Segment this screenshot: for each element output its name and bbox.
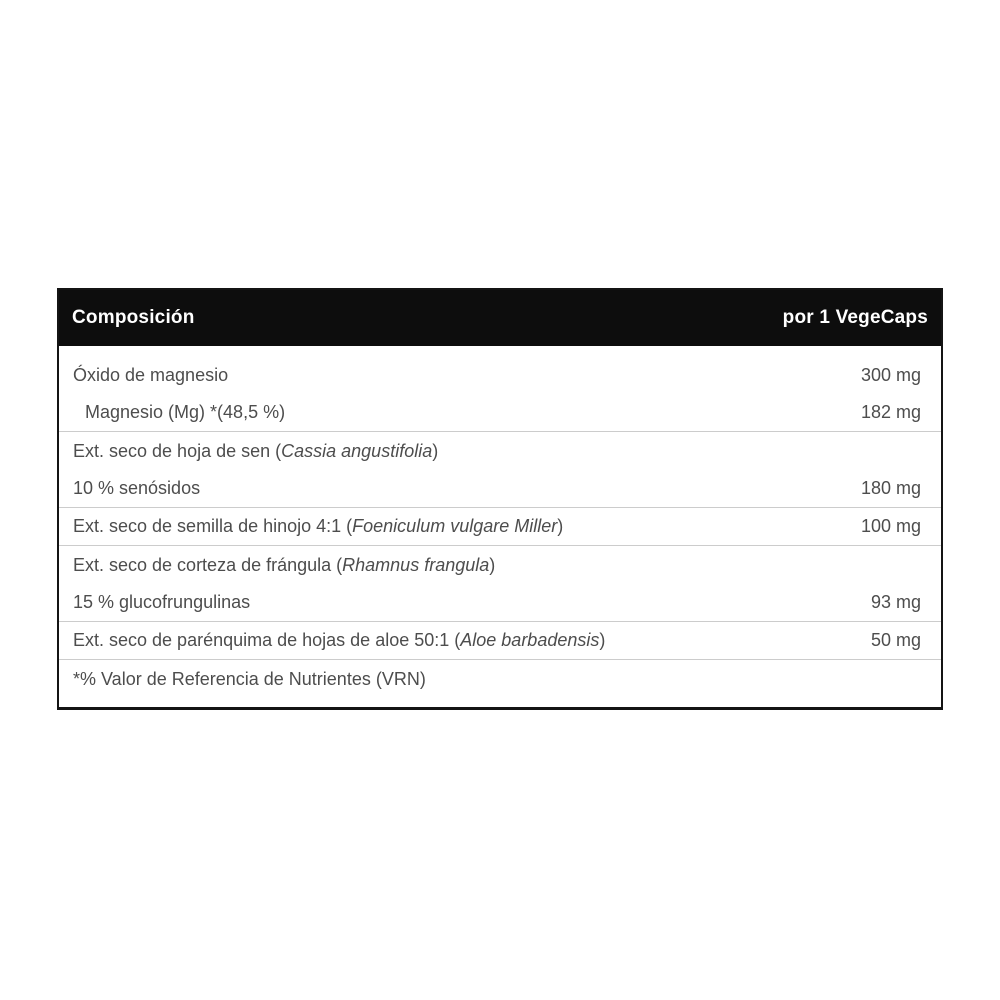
table-row bbox=[59, 660, 941, 698]
ingredient-name: 10 % senósidos bbox=[73, 478, 201, 498]
ingredient-name: *% Valor de Referencia de Nutrientes (VRN) bbox=[73, 668, 426, 689]
table-row bbox=[59, 356, 941, 394]
ingredient-amount: 182 mg bbox=[860, 402, 921, 422]
table-row bbox=[59, 394, 941, 432]
table-row bbox=[59, 508, 941, 546]
ingredient-name: Magnesio (Mg) *(48,5 %) bbox=[85, 402, 286, 422]
table-row bbox=[59, 432, 941, 470]
table-header-serving: por 1 VegeCaps bbox=[782, 307, 928, 328]
table-header-title: Composición bbox=[72, 307, 195, 328]
table-row bbox=[59, 622, 941, 660]
ingredient-amount: 93 mg bbox=[870, 592, 921, 612]
ingredient-name: Ext. seco de parénquima de hojas de aloe 50:1 (Aloe barbadensis) bbox=[73, 630, 606, 650]
ingredient-name: 15 % glucofrungulinas bbox=[73, 592, 251, 612]
ingredient-name: Ext. seco de corteza de frángula (Rhamnus frangula) bbox=[73, 554, 496, 575]
ingredient-name: Ext. seco de hoja de sen (Cassia angustifolia) bbox=[73, 440, 439, 461]
composition-table bbox=[57, 288, 943, 710]
table-body bbox=[59, 346, 941, 707]
ingredient-amount: 50 mg bbox=[870, 630, 921, 650]
ingredient-amount: 300 mg bbox=[860, 364, 921, 385]
table-row bbox=[59, 584, 941, 622]
table-row bbox=[59, 546, 941, 584]
ingredient-name: Ext. seco de semilla de hinojo 4:1 (Foeniculum vulgare Miller) bbox=[73, 516, 564, 536]
ingredient-amount: 180 mg bbox=[860, 478, 921, 498]
ingredient-name: Óxido de magnesio bbox=[73, 364, 229, 385]
table-header bbox=[59, 290, 941, 346]
table-row bbox=[59, 470, 941, 508]
ingredient-amount: 100 mg bbox=[860, 516, 921, 536]
